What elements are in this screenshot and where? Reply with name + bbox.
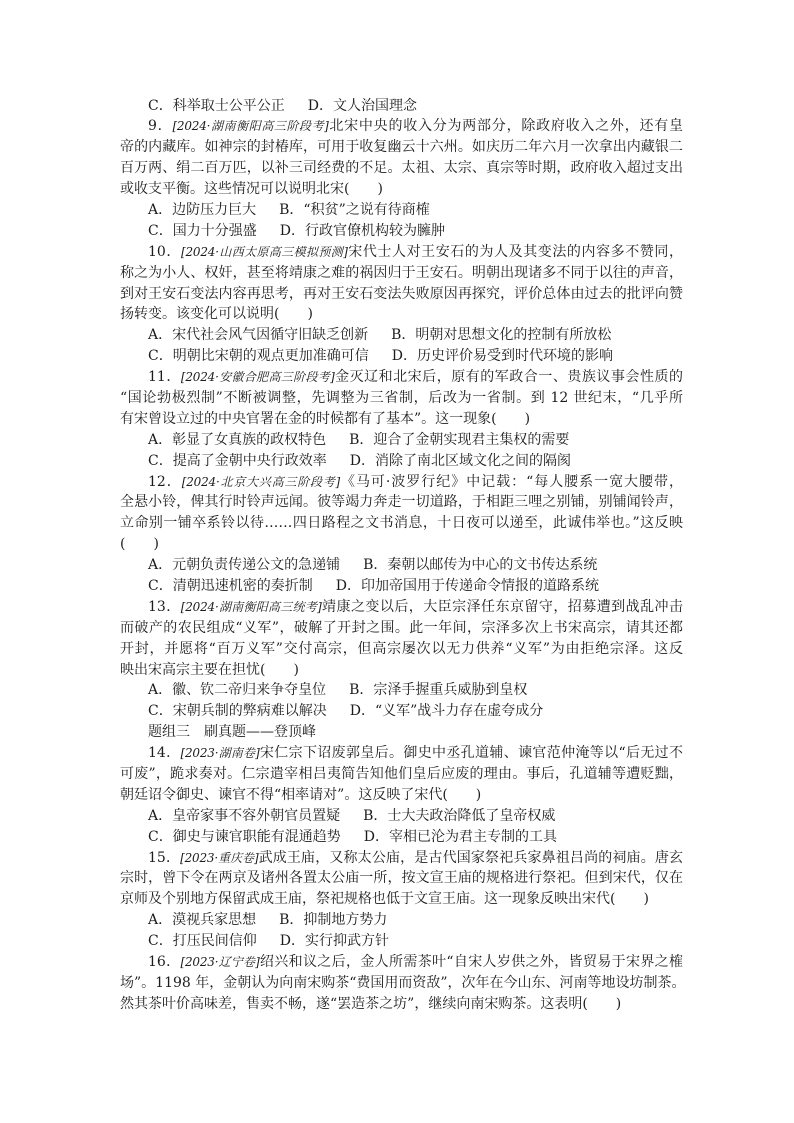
question-15: [120, 848, 683, 952]
question-11: [120, 367, 683, 471]
option-a: A．皇帝家事不容外朝官员置疑: [148, 807, 341, 824]
options-row: [120, 701, 683, 722]
option-c: C．科举取士公平公正: [148, 97, 285, 114]
question-stem-line: 然其茶叶价高味差，售卖不畅，遂“罢造茶之坊”，继续向南宋购茶。这表明( ): [120, 995, 622, 1012]
question-stem-line: 或收支平衡。这些情况可以说明北宋( ): [120, 181, 383, 198]
question-source: [2023·辽宁卷]: [180, 955, 260, 970]
option-c: C．宋朝兵制的弊病难以解决: [148, 703, 327, 720]
option-b: B．“积贫”之说有待商榷: [279, 201, 430, 218]
option-b: B．秦朝以邮传为中心的文书传达系统: [363, 557, 598, 574]
options-row: [120, 680, 683, 701]
question-stem-line: 可废”，跪求奏对。仁宗遣宰相吕夷简告知他们皇后应废的理由。事后，孔道辅等遭贬黜，: [120, 766, 683, 782]
option-a: A．边防压力巨大: [148, 201, 257, 218]
question-source: [2024·湖南衡阳高三统考]: [180, 599, 322, 614]
option-b: B．迎合了金朝实现君主集权的需要: [349, 431, 570, 448]
question-stem-line: 帝的内藏库。如神宗的封椿库，可用于收复幽云十六州。如庆历二年六月一次拿出内藏银二: [120, 139, 683, 156]
option-c: C．明朝比宋朝的观点更加准确可信: [148, 348, 369, 365]
question-stem-line: [120, 472, 683, 493]
question-14: [120, 743, 683, 847]
question-stem-line: ( ): [120, 536, 159, 553]
options-row: [120, 576, 683, 597]
question-stem-line: 场”。1198 年，金朝认为向南宋购茶“费国用而资敌”，次年在今山东、河南等地设坊制茶。: [120, 974, 686, 991]
question-stem-line: 称之为小人、权奸，甚至将靖康之难的祸因归于王安石。明朝出现诸多不同于以往的声音，: [120, 264, 683, 281]
question-number: 14．: [148, 745, 181, 762]
question-stem-line: 扬转变。该变化可以说明( ): [120, 306, 313, 323]
question-source: [2023·湖南卷]: [180, 746, 260, 761]
stem-text: 宋代士人对王安石的为人及其变法的内容多不赞同，: [347, 243, 683, 260]
question-stem-line: [120, 367, 683, 388]
section-title: 题组三 刷真题——登顶峰: [148, 724, 316, 741]
question-source: [2024·山西太原高三模拟预测]: [180, 244, 348, 259]
option-d: D．行政官僚机构较为臃肿: [279, 222, 445, 239]
option-d: D．历史评价易受到时代环境的影响: [391, 348, 613, 365]
question-stem-line: 立命别一铺卒系铃以待……四日路程之文书消息，十日夜可以递至，此诚伟举也。”这反映: [120, 515, 683, 532]
option-d: D．实行抑武方针: [279, 933, 389, 950]
option-c: C．清朝迅速机密的奏折制: [148, 577, 313, 594]
question-number: 10．: [148, 243, 181, 260]
question-stem-line: “国论勃极烈制”不断被调整，先调整为三省制，后改为一省制。到 12 世纪末，“几乎所: [120, 389, 683, 406]
options-row: [120, 806, 683, 827]
question-stem-line: 百万两、绢二百万匹，以补三司经费的不足。太祖、太宗、真宗等时期，政府收入超过支出: [120, 160, 683, 177]
options-row: [120, 200, 683, 221]
option-b: B．抑制地方势力: [279, 912, 388, 929]
options-row: [120, 555, 683, 576]
options-row: [120, 325, 683, 346]
question-9: [120, 116, 683, 241]
question-number: 13．: [148, 598, 181, 615]
option-c: C．国力十分强盛: [148, 222, 257, 239]
option-a: A．漠视兵家思想: [148, 912, 257, 929]
question-stem-line: 映出宋高宗主要在担忧( ): [120, 661, 299, 678]
question-stem-line: 而破产的农民组成“义军”，破解了开封之围。此一年间，宗泽多次上书宋高宗，请其还都: [120, 619, 683, 636]
question-number: 12．: [148, 473, 182, 490]
question-stem-line: 到对王安石变法内容再思考，再对王安石变法失败原因再探究，评价总体由过去的批评向赞: [120, 285, 683, 302]
options-row: [120, 221, 683, 242]
question-number: 9．: [148, 118, 173, 135]
question-stem-line: [120, 242, 683, 263]
option-a: A．宋代社会风气因循守旧缺乏创新: [148, 327, 369, 344]
stem-text: 北宋中央的收入分为两部分，除政府收入之外，还有皇: [328, 118, 683, 135]
question-13: [120, 597, 683, 722]
options-row: [120, 931, 683, 952]
option-c: C．御史与谏官职能有混通趋势: [148, 828, 341, 845]
question-stem-line: 开封，并愿将“百万义军”交付高宗，但高宗屡次以无力供养“义军”为由拒绝宗泽。这反: [120, 640, 683, 657]
options-row: [120, 346, 683, 367]
question-stem-line: [120, 597, 683, 618]
option-d: D．消除了南北区域文化之间的隔阂: [349, 452, 571, 469]
stem-text: 宋仁宗下诏废郭皇后。御史中丞孔道辅、谏官范仲淹等以“后无过不: [259, 745, 683, 762]
option-a: A．徽、钦二帝归来争夺皇位: [148, 682, 327, 699]
question-stem-line: 朝廷诏令御史、谏官不得“相率请对”。这反映了宋代( ): [120, 786, 482, 803]
stem-text: 《马可·波罗行纪》中记载：“每人腰系一宽大腰带，: [340, 473, 683, 490]
options-row: [120, 910, 683, 931]
question-number: 15．: [148, 849, 181, 866]
question-source: [2023·重庆卷]: [180, 850, 259, 865]
question-12: [120, 472, 683, 597]
option-a: A．彰显了女真族的政权特色: [148, 431, 327, 448]
option-b: B．宗泽手握重兵威胁到皇权: [349, 682, 528, 699]
option-d: D．宰相已沦为君主专制的工具: [363, 828, 557, 845]
option-d: D．文人治国理念: [307, 97, 417, 114]
question-number: 11．: [148, 369, 181, 386]
question-16: [120, 952, 686, 1015]
question-stem-line: [120, 116, 683, 137]
option-c: C．提高了金朝中央行政效率: [148, 452, 327, 469]
question-source: [2024·北京大兴高三阶段考]: [181, 474, 341, 489]
option-d: D．“义军”战斗力存在虚夸成分: [349, 703, 544, 720]
options-row: [120, 451, 683, 472]
options-row: [120, 430, 683, 451]
question-number: 16．: [148, 954, 181, 971]
question-stem-line: 有宋曾设立过的中央官署在金的时候都有了基本”。这一现象( ): [120, 410, 531, 427]
question-stem-line: 宗时，曾下令在两京及诸州各置太公庙一所，按文宣王庙的规格进行祭祀。但到宋代，仅在: [120, 870, 683, 887]
option-b: B．明朝对思想文化的控制有所放松: [391, 327, 612, 344]
stem-text: 靖康之变以后，大臣宗泽任东京留守，招募遭到战乱冲击: [321, 598, 684, 615]
option-a: A．元朝负责传递公文的急递铺: [148, 557, 341, 574]
stem-text: 金灭辽和北宋后，原有的军政合一、贵族议事会性质的: [334, 369, 683, 386]
question-stem-line: 全悬小铃，俾其行时铃声远闻。彼等竭力奔走一切道路，于相距三哩之别铺，别铺闻铃声，: [120, 494, 683, 511]
option-c: C．打压民间信仰: [148, 933, 257, 950]
question-stem-line: [120, 952, 683, 973]
question-10: [120, 242, 683, 367]
question-source: [2024·湖南衡阳高三阶段考]: [172, 119, 329, 134]
question-stem-line: [120, 743, 683, 764]
exam-page: [120, 96, 686, 1015]
question-source: [2024·安徽合肥高三阶段考]: [180, 370, 335, 385]
options-row: [120, 96, 683, 117]
stem-text: 武成王庙，又称太公庙，是古代国家祭祀兵家鼻祖吕尚的祠庙。唐玄: [258, 849, 683, 866]
options-row: [120, 827, 683, 848]
stem-text: 绍兴和议之后，金人所需茶叶“自宋人岁供之外，皆贸易于宋界之榷: [259, 954, 683, 971]
question-stem-line: [120, 848, 683, 869]
question-stem-line: 京师及个别地方保留武成王庙，祭祀规格也低于文宣王庙。这一现象反映出宋代( ): [120, 891, 649, 908]
option-b: B．士大夫政治降低了皇帝权威: [363, 807, 556, 824]
option-d: D．印加帝国用于传递命令情报的道路系统: [335, 577, 599, 594]
